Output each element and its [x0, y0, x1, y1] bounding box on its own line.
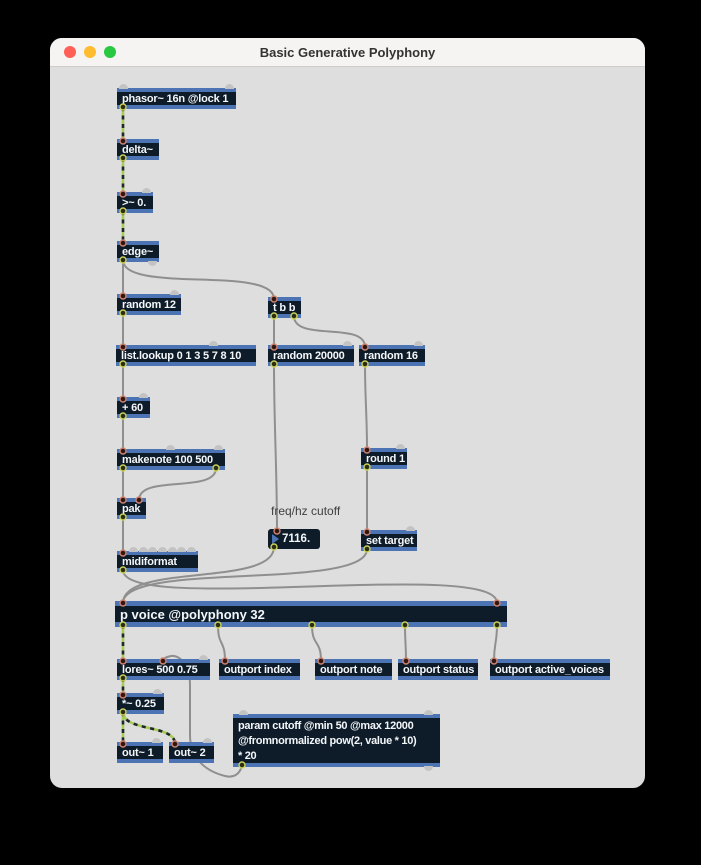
object-box-delta[interactable] [117, 139, 159, 160]
box-label: outport active_voices [495, 663, 604, 676]
box-label: round 1 [366, 452, 405, 465]
object-box-round1[interactable] [361, 448, 407, 469]
object-box-listlookup[interactable] [116, 345, 256, 366]
object-box-tbb[interactable] [268, 297, 301, 318]
number-box-cutoffnum[interactable] [268, 529, 320, 549]
message-cord-pvoice-to-outport-index [218, 625, 225, 661]
inlet-bump[interactable] [119, 84, 128, 89]
object-box-outport-index[interactable] [219, 659, 300, 680]
box-label-line: * 20 [238, 750, 257, 762]
inlet-bump[interactable] [153, 689, 162, 694]
inlet-bump[interactable] [424, 710, 433, 715]
box-label: *~ 0.25 [122, 697, 156, 710]
signal-cord-times025-to-out2 [123, 712, 175, 744]
inlet-bump[interactable] [396, 444, 405, 449]
traffic-lights [64, 46, 116, 58]
object-box-random20000[interactable] [268, 345, 354, 366]
box-label: random 12 [122, 298, 176, 311]
inlet-bump[interactable] [177, 547, 186, 552]
inlet-bump[interactable] [414, 341, 423, 346]
box-label: out~ 2 [174, 746, 206, 759]
object-box-random12[interactable] [117, 294, 181, 315]
object-box-midiformat[interactable] [117, 551, 198, 572]
object-box-makenote[interactable] [117, 449, 225, 470]
object-box-settarget[interactable] [361, 530, 417, 551]
inlet-bump[interactable] [214, 445, 223, 450]
inlet-bump[interactable] [152, 738, 161, 743]
box-label: midiformat [122, 555, 177, 568]
inlet-bump[interactable] [199, 655, 208, 660]
inlet-bump[interactable] [225, 84, 234, 89]
message-cord-random16-to-round1 [365, 364, 367, 450]
inlet-bump[interactable] [158, 547, 167, 552]
object-box-param[interactable] [233, 714, 440, 767]
inlet-bump[interactable] [187, 547, 196, 552]
inlet-bump[interactable] [129, 547, 138, 552]
box-label: random 20000 [273, 349, 345, 362]
patcher-canvas[interactable] [50, 67, 645, 788]
message-cord-midiformat-to-pvoice-right [123, 570, 497, 603]
box-label: >~ 0. [122, 196, 147, 209]
box-label-line: param cutoff @min 50 @max 12000 [238, 720, 414, 732]
message-cord-pvoice-to-outport-note [312, 625, 321, 661]
inlet-bump[interactable] [142, 188, 151, 193]
box-label: outport note [320, 663, 383, 676]
object-box-edge[interactable] [117, 241, 159, 262]
box-label: set target [366, 534, 414, 547]
inlet-bump[interactable] [168, 547, 177, 552]
inlet-bump[interactable] [209, 341, 218, 346]
object-box-out2[interactable] [169, 742, 214, 763]
box-label: edge~ [122, 245, 154, 258]
object-box-out1[interactable] [117, 742, 163, 763]
box-label: makenote 100 500 [122, 453, 213, 466]
subpatcher-box-pvoice[interactable] [115, 601, 507, 627]
box-label: lores~ 500 0.75 [122, 663, 198, 676]
close-button[interactable] [64, 46, 76, 58]
inlet-bump[interactable] [170, 290, 179, 295]
inlet-bump[interactable] [139, 393, 148, 398]
box-label-line: @fromnormalized pow(2, value * 10) [238, 735, 417, 747]
object-box-outport-note[interactable] [315, 659, 392, 680]
message-cord-makenote-to-pak-right [139, 468, 216, 500]
window-title: Basic Generative Polyphony [259, 44, 436, 60]
zoom-button[interactable] [104, 46, 116, 58]
object-box-phasor[interactable] [117, 88, 236, 109]
inlet-bump[interactable] [239, 710, 248, 715]
comment-freq-comment[interactable]: freq/hz cutoff [271, 504, 341, 518]
object-box-outport-status[interactable] [398, 659, 478, 680]
box-label: + 60 [122, 401, 143, 414]
object-box-plus60[interactable] [117, 397, 150, 418]
window-titlebar[interactable] [50, 38, 645, 67]
box-label: outport index [224, 663, 292, 676]
object-box-pak[interactable] [117, 498, 146, 519]
object-box-times025[interactable] [117, 693, 164, 714]
message-cord-tbb-to-random16 [294, 316, 365, 347]
box-label [238, 719, 439, 762]
box-label: random 16 [364, 349, 418, 362]
inlet-bump[interactable] [166, 445, 175, 450]
message-cord-pvoice-to-outport-status [405, 625, 406, 661]
inlet-bump[interactable] [203, 738, 212, 743]
object-box-outport-active[interactable] [490, 659, 610, 680]
box-label: outport status [403, 663, 475, 676]
box-label: out~ 1 [122, 746, 154, 759]
object-box-random16[interactable] [359, 345, 425, 366]
number-value: 7116. [282, 533, 311, 545]
minimize-button[interactable] [84, 46, 96, 58]
object-box-lores[interactable] [117, 659, 210, 680]
inlet-bump[interactable] [148, 547, 157, 552]
box-label: pak [122, 502, 141, 515]
box-label: delta~ [122, 143, 153, 156]
object-box-greater[interactable] [117, 192, 153, 213]
box-label: t b b [273, 301, 296, 314]
box-label: p voice @polyphony 32 [120, 606, 265, 622]
number-triangle-icon [272, 534, 279, 544]
inlet-bump[interactable] [406, 526, 415, 531]
patcher-window [50, 38, 645, 788]
inlet-bump[interactable] [343, 341, 352, 346]
inlet-bump[interactable] [139, 547, 148, 552]
box-label: phasor~ 16n @lock 1 [122, 92, 229, 105]
message-cord-pvoice-to-outport-active [494, 625, 497, 661]
box-label: list.lookup 0 1 3 5 7 8 10 [121, 349, 242, 362]
